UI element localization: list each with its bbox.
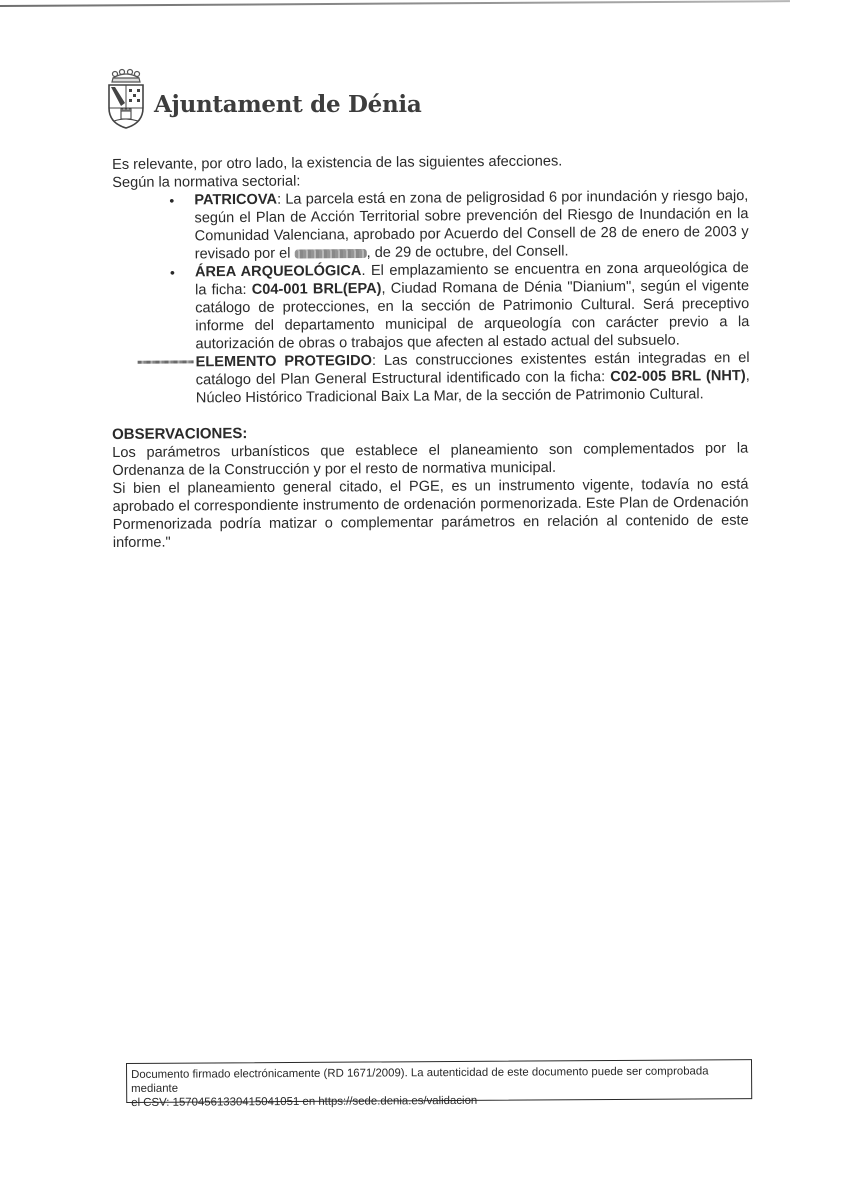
redaction-mark <box>295 249 367 259</box>
signature-notice-line-1: Documento firmado electrónicamente (RD 1671/2009). La autenticidad de este documento puede ser comprobada mediante <box>131 1065 709 1095</box>
document-body <box>112 153 750 552</box>
observations-heading: OBSERVACIONES: <box>112 425 248 443</box>
bullet-icon: • <box>169 192 175 209</box>
item-title-suffix: : <box>276 191 282 208</box>
observations-section <box>112 422 749 552</box>
list-item-patricova <box>169 187 749 263</box>
organization-name: Ajuntament de Dénia <box>154 90 422 118</box>
item-text: , Ciudad Romana de Dénia "Dianium", según el vigente catálogo de protecciones, en la sección de Patrimonio Cultural. Será preceptivo informe del departamento municipal de arqueología con carácter previo a la autorización de obras o trabajos que afecten al estado actual del subsuelo. <box>195 278 750 353</box>
intro-line-2: Según la normativa sectorial: <box>112 173 301 191</box>
list-item-elemento-protegido <box>196 349 750 407</box>
item-title: ÁREA ARQUEOLÓGICA <box>194 263 362 281</box>
intro-line-1: Es relevante, por otro lado, la existencia de las siguientes afecciones. <box>112 153 563 173</box>
list-item-area-arqueologica <box>169 259 750 353</box>
item-text: El emplazamiento se encuentra en zona arqueológica de la ficha: <box>194 260 749 299</box>
item-text: La parcela está en zona de peligrosidad 6 por inundación y riesgo bajo, según el Plan de Acción Territorial sobre prevención del Riesgo de Inundación en la Comunidad Valenciana <box>194 188 749 245</box>
item-text: , aprobado por Acuerdo del Consell de 28 de enero de 2003 y revisado por el <box>194 224 749 263</box>
scan-edge-line <box>0 0 790 7</box>
ficha-code: C02-005 BRL (NHT) <box>610 368 746 386</box>
observations-paragraph-2: Si bien el planeamiento general citado, el PGE, es un instrumento vigente, todavía no está aprobado el correspondiente instrumento de ordenación pormenorizada. Este Plan de Ordenación Pormenorizada podría matizar o complementar parámetros en relación al contenido de este informe." <box>112 476 749 551</box>
item-title-suffix: : <box>371 352 377 369</box>
item-title: PATRICOVA <box>194 191 278 209</box>
afecciones-list <box>112 187 750 408</box>
municipal-coat-of-arms-icon <box>106 68 146 130</box>
item-text: Las construcciones existentes están integradas en el catálogo del Plan General Estructural identificado con la ficha: <box>195 349 750 389</box>
bullet-icon: • <box>169 264 175 281</box>
electronic-signature-notice <box>126 1059 752 1109</box>
letterhead <box>106 68 421 130</box>
signature-notice-line-2: el CSV: 15704561330415041051 en https://sede.denia.es/validacion <box>131 1094 478 1109</box>
ficha-code: C04-001 BRL(EPA) <box>251 280 382 298</box>
handwritten-scribble-mark <box>138 360 194 363</box>
observations-paragraph-1: Los parámetros urbanísticos que establece el planeamiento son complementados por la Ordenanza de la Construcción y por el resto de normativa municipal. <box>112 440 749 479</box>
item-title-suffix: . <box>361 263 366 280</box>
item-text: , de 29 de octubre, del Consell. <box>366 243 569 262</box>
intro-section <box>112 151 750 408</box>
item-text: , Núcleo Histórico Tradicional Baix La Mar, de la sección de Patrimonio Cultural. <box>195 367 750 407</box>
item-title: ELEMENTO PROTEGIDO <box>195 352 373 371</box>
